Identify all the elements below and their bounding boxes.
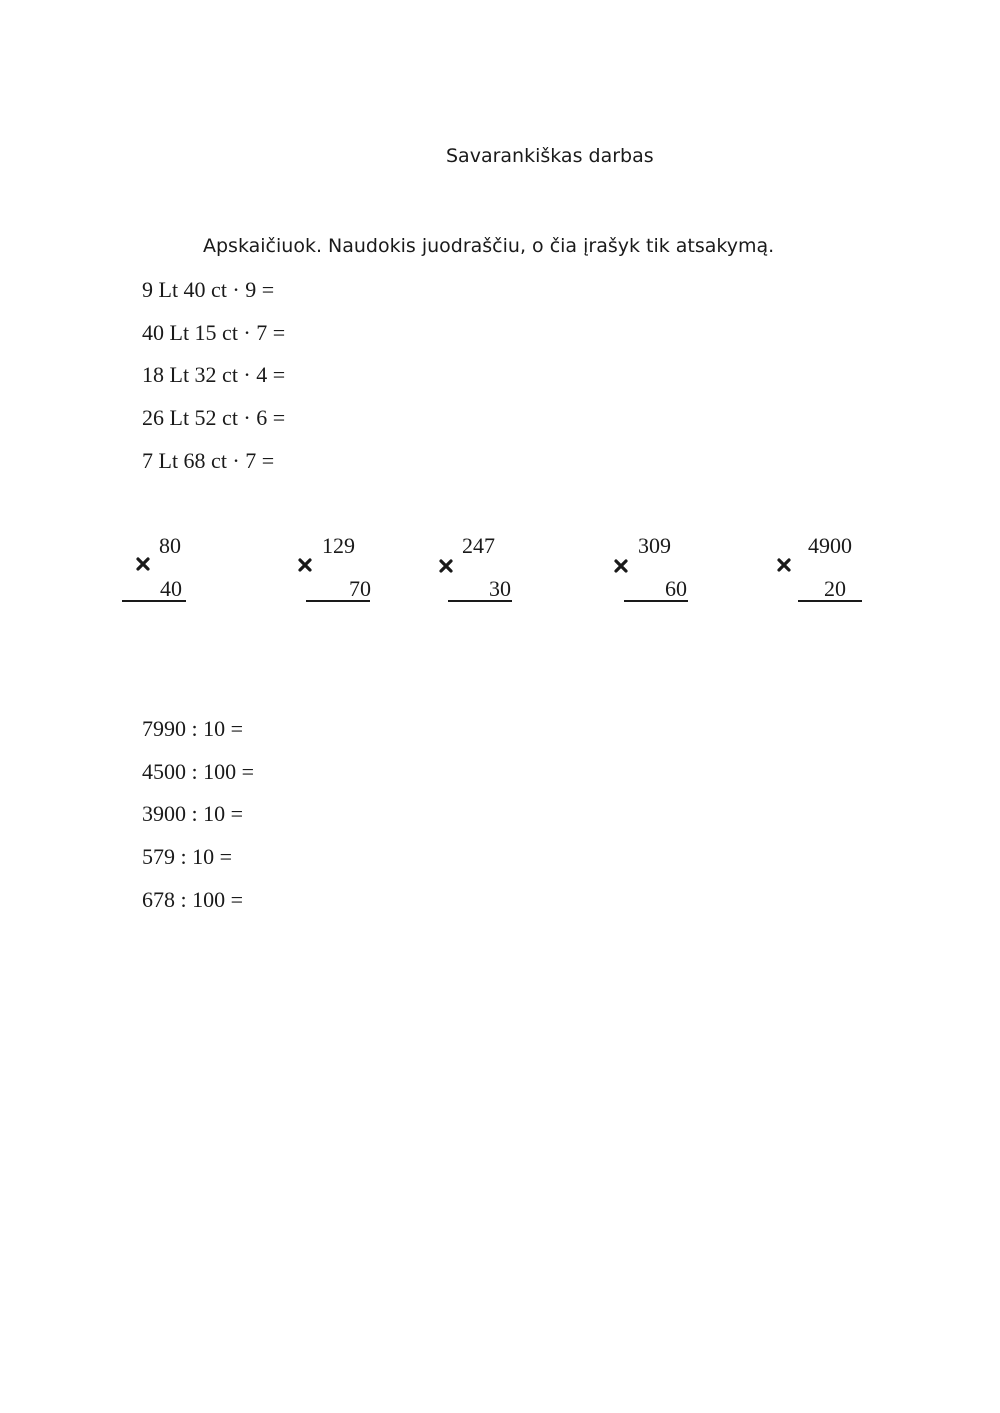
column-multiplication	[437, 534, 527, 604]
result-line	[624, 600, 688, 602]
division-problem: 579 : 10 =	[142, 844, 233, 870]
money-problem: 18 Lt 32 ct · 4 =	[142, 362, 286, 388]
multiplicand: 4900	[808, 533, 852, 558]
division-problem: 7990 : 10 =	[142, 716, 244, 741]
result-line	[122, 600, 186, 602]
column-multiplication	[612, 534, 702, 604]
division-problem: 4500 : 100 =	[142, 758, 255, 784]
result-line	[798, 600, 862, 602]
division-problem: 678 : 100 =	[142, 886, 244, 912]
multiplicand: 309	[638, 533, 671, 558]
multiplier: 40	[160, 576, 182, 601]
multiplication-sign-icon	[135, 556, 151, 572]
column-multiplication	[296, 534, 386, 604]
multiplication-sign-icon	[613, 558, 629, 574]
multiplication-sign-icon	[438, 558, 454, 574]
multiplication-sign-icon	[776, 557, 792, 573]
multiplicand: 247	[462, 533, 495, 558]
money-problem: 7 Lt 68 ct · 7 =	[142, 447, 275, 473]
multiplier: 20	[824, 576, 846, 601]
multiplier: 30	[489, 576, 511, 601]
column-multiplication	[774, 534, 864, 604]
result-line	[448, 600, 512, 602]
money-problem-list	[142, 278, 285, 491]
money-problem: 9 Lt 40 ct · 9 =	[142, 277, 275, 302]
division-problem: 3900 : 10 =	[142, 801, 244, 827]
column-multiplication	[120, 534, 210, 604]
instruction-text: Apskaičiuok. Naudokis juodraščiu, o čia įrašyk tik atsakymą.	[203, 235, 775, 257]
money-problem: 26 Lt 52 ct · 6 =	[142, 405, 286, 431]
multiplication-sign-icon	[297, 557, 313, 573]
multiplier: 70	[349, 576, 371, 601]
multiplier: 60	[665, 576, 687, 601]
multiplicand: 129	[322, 533, 355, 558]
division-problem-list	[142, 717, 254, 930]
multiplicand: 80	[159, 533, 181, 558]
result-line	[306, 600, 370, 602]
page-title: Savarankiškas darbas	[446, 145, 654, 167]
money-problem: 40 Lt 15 ct · 7 =	[142, 319, 286, 345]
